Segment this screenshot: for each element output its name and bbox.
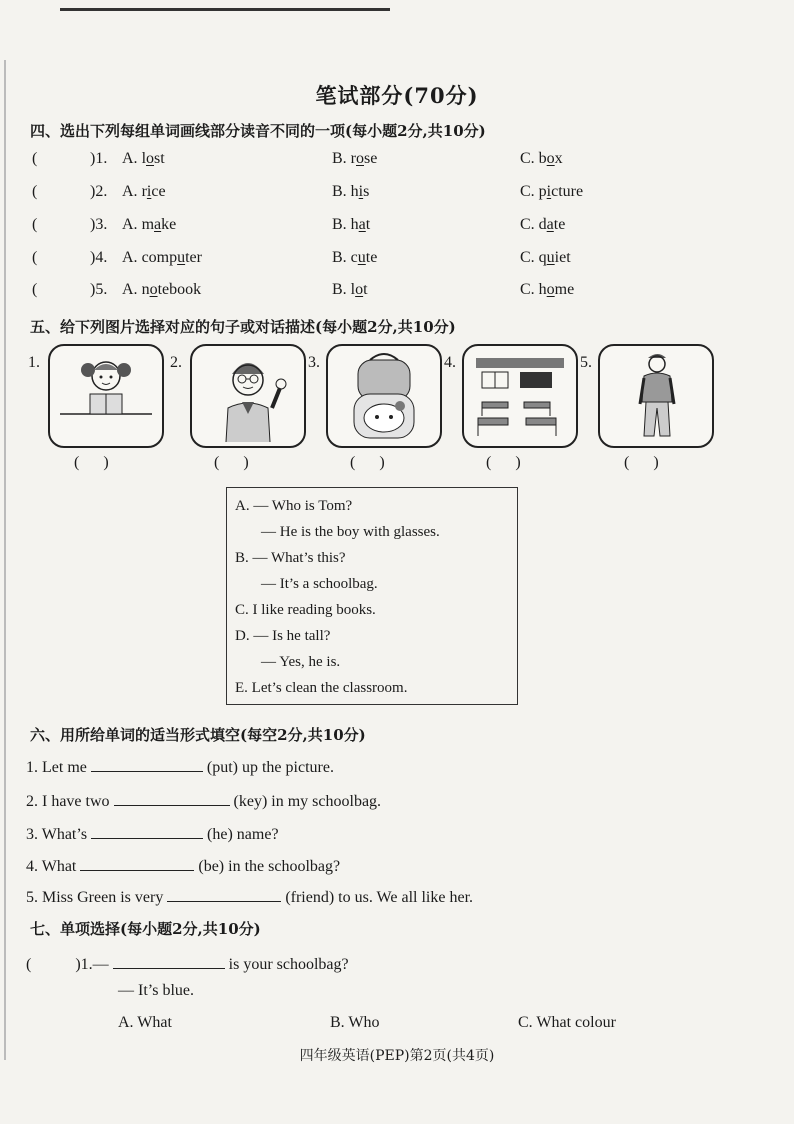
page-title: 笔试部分(70分) (315, 83, 479, 108)
option-d-a: — Yes, he is. (261, 654, 341, 670)
word-part: d (538, 216, 547, 233)
option-a (122, 150, 165, 168)
answer-paren-1[interactable]: ( ) (74, 454, 109, 471)
underlined-letters: a (358, 216, 366, 233)
word-part: t (365, 216, 371, 233)
underlined-letters: o (149, 281, 158, 298)
option-label: A. (122, 183, 138, 200)
option-b (332, 183, 369, 201)
answer-blank[interactable] (167, 885, 281, 902)
picture-number: 1. (28, 354, 40, 371)
word-part: comp (141, 249, 178, 266)
option-c (520, 249, 571, 267)
item-prefix: What (41, 858, 77, 875)
kitty-schoolbag-icon (328, 346, 440, 446)
phonics-item-2 (30, 183, 770, 209)
word-part: r (141, 183, 147, 200)
option-e: E. Let’s clean the classroom. (235, 680, 408, 696)
mc-option-b[interactable]: B. Who (330, 1014, 380, 1031)
answer-paren[interactable]: ( (32, 150, 38, 167)
underlined-letters: a (546, 216, 554, 233)
answer-blank[interactable] (113, 952, 225, 969)
word-part: h (350, 183, 359, 200)
boy-with-glasses-icon (192, 346, 304, 446)
word-part: iet (554, 249, 571, 266)
classroom-icon (464, 346, 576, 446)
section7-heading: 七、单项选择(每小题2分,共10分) (30, 920, 261, 938)
underlined-letters: o (546, 281, 555, 298)
option-b-q: B. — What’s this? (235, 550, 346, 566)
option-b (332, 216, 370, 234)
fill-item-2 (26, 789, 381, 813)
picture-number: 4. (444, 354, 456, 371)
mc-question-1 (26, 952, 349, 976)
option-label: B. (332, 150, 347, 167)
item-number: 5. (26, 889, 38, 906)
picture-frame (598, 344, 714, 448)
item-prefix: What’s (41, 826, 88, 843)
underlined-letters: i (546, 183, 552, 200)
underlined-letters: i (358, 183, 364, 200)
answer-blank[interactable] (80, 854, 194, 871)
picture-frame (462, 344, 578, 448)
option-a-q: A. — Who is Tom? (235, 498, 353, 514)
option-a (122, 249, 202, 267)
answer-paren[interactable]: ( (32, 183, 38, 200)
item-number: 3. (26, 826, 38, 843)
picture-frame (326, 344, 442, 448)
page-edge (4, 60, 6, 1060)
answer-paren[interactable]: ( (32, 249, 38, 266)
tall-boy-icon (600, 346, 712, 446)
answer-blank[interactable] (91, 755, 203, 772)
item-prefix: Miss Green is very (42, 889, 164, 906)
picture-frame (190, 344, 306, 448)
section6-heading: 六、用所给单词的适当形式填空(每空2分,共10分) (30, 726, 366, 744)
option-label: B. (332, 249, 347, 266)
word-part: c (350, 249, 358, 266)
word-part: q (538, 249, 547, 266)
option-label: C. (520, 183, 535, 200)
phonics-item-4 (30, 249, 770, 275)
word-part: m (141, 216, 155, 233)
item-number: )4. (90, 249, 108, 266)
fill-item-5 (26, 885, 473, 909)
answer-blank[interactable] (114, 789, 230, 806)
underlined-letters: i (146, 183, 152, 200)
option-a-a: — He is the boy with glasses. (261, 524, 440, 540)
picture-number: 2. (170, 354, 182, 371)
word-part: cture (551, 183, 584, 200)
item-number: )2. (90, 183, 108, 200)
option-b-a: — It’s a schoolbag. (261, 576, 378, 592)
fill-item-1 (26, 755, 334, 779)
fill-item-4 (26, 854, 340, 878)
option-label: C. (520, 150, 535, 167)
answer-paren-5[interactable]: ( ) (624, 454, 659, 471)
option-label: C. (520, 249, 535, 266)
option-label: A. (122, 216, 138, 233)
word-part: x (554, 150, 563, 167)
word-part: r (350, 150, 356, 167)
option-d-q: D. — Is he tall? (235, 628, 331, 644)
option-label: C. (520, 281, 535, 298)
word-part: se (364, 150, 378, 167)
option-c (520, 150, 563, 168)
underlined-letters: u (357, 249, 366, 266)
option-label: B. (332, 183, 347, 200)
option-c (520, 183, 583, 201)
page-footer: 四年级英语(PEP)第2页(共4页) (299, 1048, 495, 1064)
section5-heading: 五、给下列图片选择对应的句子或对话描述(每小题2分,共10分) (30, 318, 456, 336)
option-label: C. (520, 216, 535, 233)
underlined-letters: u (546, 249, 555, 266)
item-hint: (friend) to us. We all like her. (285, 889, 474, 906)
word-part: s (363, 183, 370, 200)
item-number: )3. (90, 216, 108, 233)
word-part: p (538, 183, 547, 200)
option-b (332, 281, 368, 299)
option-label: B. (332, 216, 347, 233)
answer-paren-4[interactable]: ( ) (486, 454, 521, 471)
answer-blank[interactable] (91, 822, 203, 839)
item-number: )1. (90, 150, 108, 167)
option-label: A. (122, 249, 138, 266)
word-part: st (154, 150, 165, 167)
word-part: t (363, 281, 368, 298)
answer-paren[interactable]: ( (32, 281, 38, 298)
item-hint: (put) up the picture. (206, 759, 334, 776)
underlined-letters: o (356, 150, 364, 167)
option-b (332, 150, 377, 168)
item-hint: (key) in my schoolbag. (233, 793, 382, 810)
question-number: )1.— (75, 956, 109, 973)
word-part: ke (161, 216, 177, 233)
phonics-item-1 (30, 150, 770, 176)
word-part: h (538, 281, 547, 298)
mc-option-a[interactable]: A. What (118, 1014, 172, 1031)
word-part: me (554, 281, 575, 298)
word-part: n (141, 281, 150, 298)
option-c (520, 216, 565, 234)
option-label: A. (122, 281, 138, 298)
mc-reply-1: — It’s blue. (118, 982, 194, 999)
section4-heading: 四、选出下列每组单词画线部分读音不同的一项(每小题2分,共10分) (30, 122, 486, 140)
phonics-item-3 (30, 216, 770, 242)
item-hint: (he) name? (207, 826, 279, 843)
item-number: 2. (26, 793, 38, 810)
question-paren[interactable]: ( (26, 956, 32, 973)
word-part: ce (151, 183, 166, 200)
word-part: b (538, 150, 547, 167)
underlined-letters: o (146, 150, 155, 167)
mc-option-c[interactable]: C. What colour (518, 1014, 616, 1031)
option-a (122, 183, 166, 201)
word-part: ter (185, 249, 202, 266)
item-number: 1. (26, 759, 38, 776)
option-c (520, 281, 574, 299)
word-part: l (350, 281, 356, 298)
item-number: )5. (90, 281, 108, 298)
option-label: B. (332, 281, 347, 298)
item-prefix: I have two (42, 793, 110, 810)
picture-number: 5. (580, 354, 592, 371)
fill-item-3 (26, 822, 279, 846)
top-rule (60, 8, 390, 11)
answer-paren-3[interactable]: ( ) (350, 454, 385, 471)
word-part: h (350, 216, 359, 233)
picture-frame (48, 344, 164, 448)
word-part: l (141, 150, 147, 167)
underlined-letters: u (177, 249, 186, 266)
option-a (122, 281, 201, 299)
option-a (122, 216, 176, 234)
option-b (332, 249, 377, 267)
item-number: 4. (26, 858, 38, 875)
underlined-letters: o (546, 150, 555, 167)
item-hint: (be) in the schoolbag? (198, 858, 341, 875)
word-part: te (365, 249, 378, 266)
option-c: C. I like reading books. (235, 602, 376, 618)
underlined-letters: a (154, 216, 162, 233)
word-part: tebook (157, 281, 202, 298)
underlined-letters: o (355, 281, 364, 298)
word-part: te (553, 216, 566, 233)
picture-row (28, 344, 728, 449)
girl-reading-book-icon (50, 346, 162, 446)
answer-paren[interactable]: ( (32, 216, 38, 233)
item-prefix: Let me (42, 759, 87, 776)
question-text: is your schoolbag? (228, 956, 349, 973)
answer-paren-2[interactable]: ( ) (214, 454, 249, 471)
options-box (226, 487, 518, 705)
phonics-item-5 (30, 281, 770, 307)
picture-number: 3. (308, 354, 320, 371)
option-label: A. (122, 150, 138, 167)
